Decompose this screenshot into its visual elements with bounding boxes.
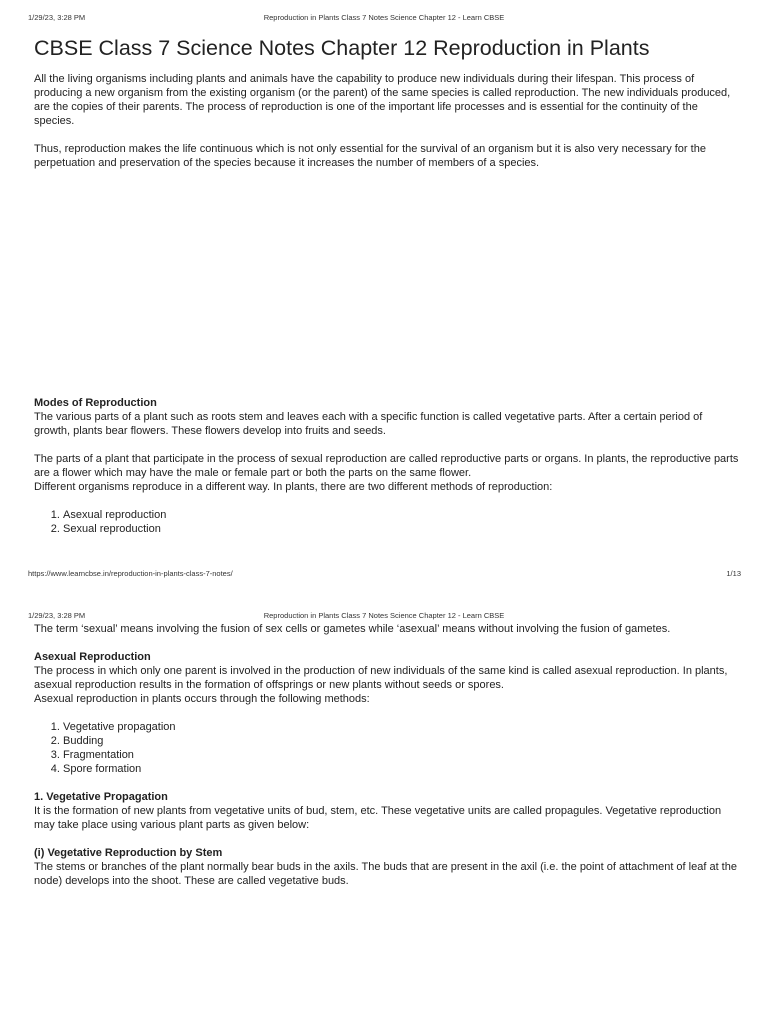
list-item: 1. Asexual reproduction: [63, 508, 740, 522]
list-item: 4. Spore formation: [63, 762, 740, 776]
modes-paragraph-1: The various parts of a plant such as roots stem and leaves each with a specific function is called vegetative parts. After a certain period of growth, plants bear flowers. These flowers develop into fruits and seeds.: [34, 411, 703, 437]
stem-reproduction-paragraph: The stems or branches of the plant normally bear buds in the axils. The buds that are present in the axil (i.e. the point of attachment of leaf at the node) develops into the shoot. These are called vegetative buds.: [34, 861, 737, 887]
methods-list: [34, 508, 740, 536]
page-2: [0, 598, 768, 1024]
page-title: CBSE Class 7 Science Notes Chapter 12 Reproduction in Plants: [34, 36, 650, 60]
page-number: 1/13: [726, 569, 741, 578]
modes-section: [34, 396, 740, 536]
list-item: 1. Vegetative propagation: [63, 720, 740, 734]
asexual-heading: Asexual Reproduction: [34, 651, 151, 663]
print-title: Reproduction in Plants Class 7 Notes Science Chapter 12 - Learn CBSE: [263, 13, 505, 22]
vegetative-propagation-paragraph: It is the formation of new plants from vegetative units of bud, stem, etc. These vegetative units are called propagules. Vegetative reproduction may take place using various plant parts as given below:: [34, 805, 722, 831]
intro-paragraph-1: All the living organisms including plants and animals have the capability to produce new individuals during their lifespan. This process of producing a new organism from the existing organism (or the parent) of the same species is called reproduction. The new individuals produced, are the copies of their parents. The process of reproduction is one of the important life processes and is essential for the continuity of the species.: [34, 73, 731, 127]
footer-url[interactable]: https://www.learncbse.in/reproduction-in-plants-class-7-notes/: [28, 569, 233, 578]
print-date: 1/29/23, 3:28 PM: [28, 611, 86, 620]
asexual-paragraph-2: Asexual reproduction in plants occurs through the following methods:: [34, 693, 370, 705]
print-header: [0, 13, 768, 25]
page-1-content: [34, 34, 740, 170]
page-2-content: [34, 622, 740, 888]
print-date: 1/29/23, 3:28 PM: [28, 13, 86, 22]
intro-paragraph-2: Thus, reproduction makes the life continuous which is not only essential for the survival of an organism but it is also very necessary for the perpetuation and preservation of the species because it increases the number of members of a species.: [34, 143, 706, 169]
vegetative-propagation-heading: 1. Vegetative Propagation: [34, 791, 168, 803]
modes-paragraph-2b: Different organisms reproduce in a different way. In plants, there are two different methods of reproduction:: [34, 481, 553, 493]
print-footer: [0, 569, 768, 581]
asexual-paragraph-1: The process in which only one parent is involved in the production of new individuals of the same kind is called asexual reproduction. In plants, asexual reproduction results in the formation of offsprings or new plants without seeds or spores.: [34, 665, 728, 691]
print-title: Reproduction in Plants Class 7 Notes Science Chapter 12 - Learn CBSE: [263, 611, 505, 620]
list-item: 2. Budding: [63, 734, 740, 748]
stem-reproduction-heading: (i) Vegetative Reproduction by Stem: [34, 847, 223, 859]
list-item: 3. Fragmentation: [63, 748, 740, 762]
modes-paragraph-2a: The parts of a plant that participate in the process of sexual reproduction are called reproductive parts or organs. In plants, the reproductive parts are a flower which may have the male or female part or both the parts on the same flower.: [34, 453, 739, 479]
list-item: 2. Sexual reproduction: [63, 522, 740, 536]
asexual-methods-list: [34, 720, 740, 776]
modes-heading: Modes of Reproduction: [34, 397, 157, 409]
term-paragraph: The term ‘sexual’ means involving the fusion of sex cells or gametes while ‘asexual’ means without involving the fusion of gametes.: [34, 623, 671, 635]
